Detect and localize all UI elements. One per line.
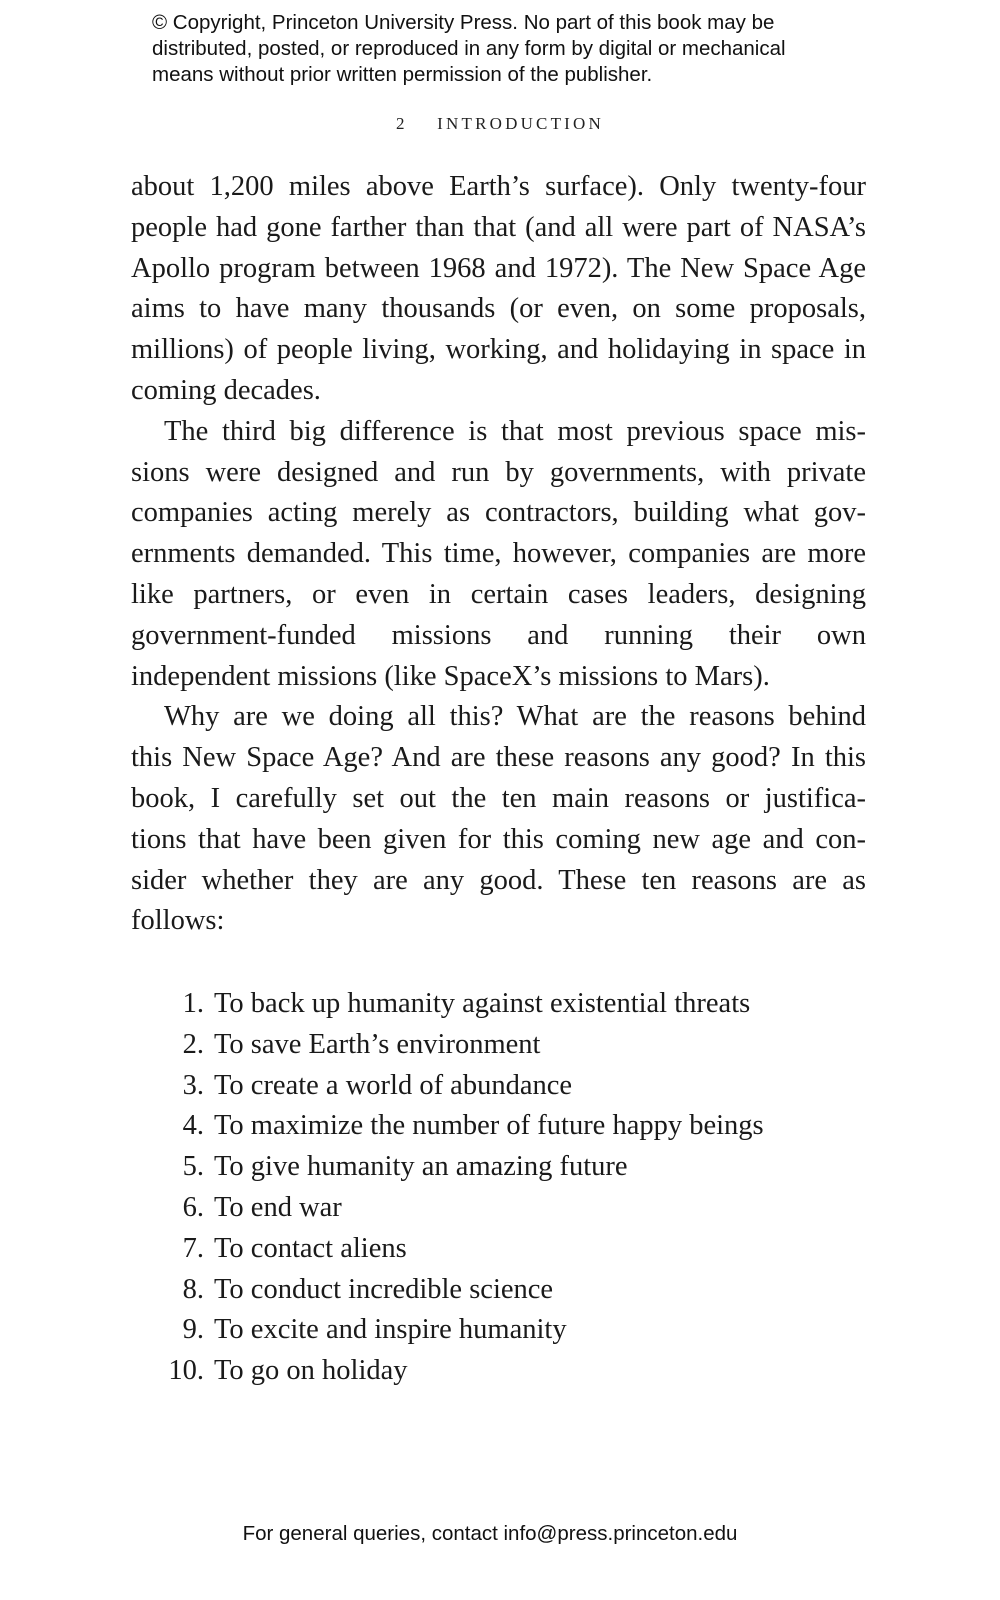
list-text: To end war [214,1191,342,1223]
list-item [160,1025,764,1066]
list-text: To maximize the number of future happy beings [214,1110,764,1142]
list-item [160,1229,764,1270]
text-line: sions were designed and run by governments, with private [131,456,866,488]
list-item [160,1066,764,1107]
text-line: tions that have been given for this coming new age and con- [131,823,866,855]
list-number: 1. [182,988,204,1019]
list-number: 2. [182,1028,204,1060]
list-number: 7. [182,1232,204,1264]
list-text: To excite and inspire humanity [214,1314,567,1346]
body-text [131,167,866,942]
list-text: To conduct incredible science [214,1273,554,1305]
list-text: To back up humanity against existential threats [214,988,751,1019]
list-text: To go on holiday [214,1355,408,1387]
text-line: people had gone farther than that (and all were part of NASA’s [131,211,866,243]
list-item [160,1351,764,1392]
list-text: To save Earth’s environment [214,1028,541,1060]
list-text: To create a world of abundance [214,1069,573,1101]
list-item [160,1310,764,1351]
list-item [160,1270,764,1311]
section-title: INTRODUCTION [437,114,604,133]
text-line: book, I carefully set out the ten main reasons or justifica- [131,782,866,814]
list-number: 4. [182,1110,204,1142]
text-line: government-funded missions and running their own [131,619,866,651]
text-line: aims to have many thousands (or even, on some proposals, [131,293,866,325]
list-item [160,1188,764,1229]
list-text: To contact aliens [214,1232,407,1264]
text-line: independent missions (like SpaceX’s missions to Mars). [131,660,770,692]
list-item [160,984,764,1025]
text-line: sider whether they are any good. These ten reasons are as [131,864,866,896]
reasons-list [160,984,764,1392]
list-number: 8. [182,1273,204,1305]
text-line: follows: [131,905,225,937]
copyright-line: © Copyright, Princeton University Press. No part of this book may be [152,11,775,34]
list-number: 5. [182,1151,204,1183]
list-number: 3. [182,1069,204,1101]
text-line: this New Space Age? And are these reasons any good? In this [131,742,866,774]
footer-contact: For general queries, contact info@press.princeton.edu [242,1522,738,1545]
text-line: like partners, or even in certain cases leaders, designing [131,578,866,610]
page-number: 2 [396,114,408,133]
list-number: 6. [182,1191,204,1223]
copyright-line: distributed, posted, or reproduced in any form by digital or mechanical [152,37,786,60]
running-head [0,114,1000,134]
list-item [160,1106,764,1147]
list-number: 9. [182,1314,204,1346]
text-line: companies acting merely as contractors, building what gov- [131,497,866,529]
list-item [160,1147,764,1188]
text-line: about 1,200 miles above Earth’s surface). Only twenty-four [131,171,866,202]
text-line: ernments demanded. This time, however, companies are more [131,538,866,570]
copyright-notice [152,10,872,88]
text-line: millions) of people living, working, and holidaying in space in [131,334,866,366]
text-line: coming decades. [131,374,321,406]
list-number: 10. [168,1355,204,1387]
list-text: To give humanity an amazing future [214,1151,628,1183]
text-line: Why are we doing all this? What are the reasons behind [164,701,866,733]
copyright-line: means without prior written permission of the publisher. [152,63,653,86]
text-line: The third big difference is that most previous space mis- [164,415,866,447]
text-line: Apollo program between 1968 and 1972). The New Space Age [131,252,866,284]
